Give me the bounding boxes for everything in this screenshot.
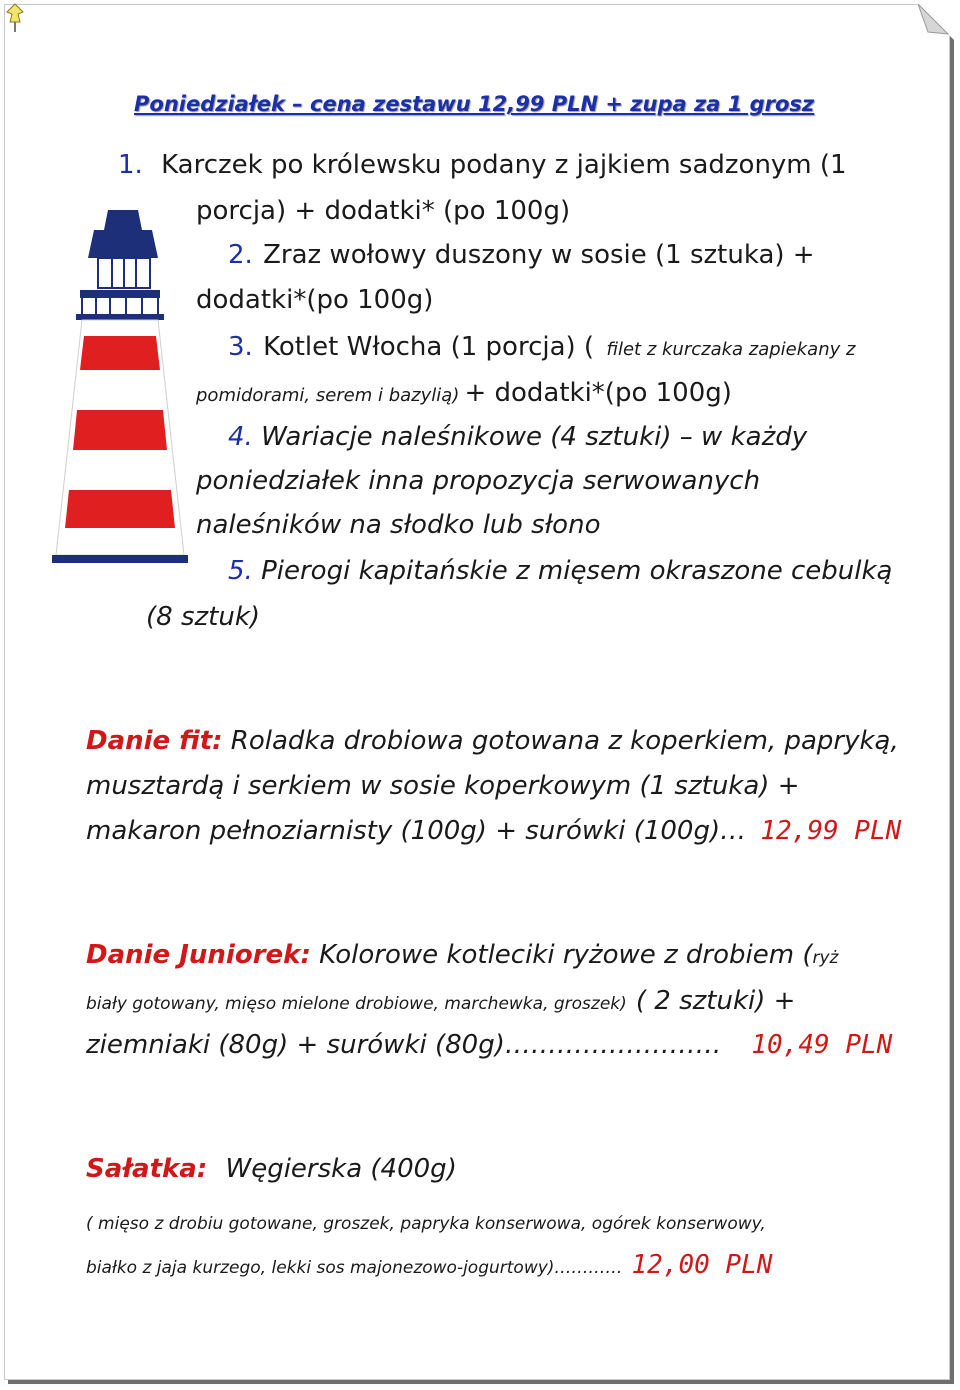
fit-label: Danie fit: xyxy=(86,726,223,756)
salad-name: Węgierska (400g) xyxy=(225,1154,457,1184)
lighthouse-illustration xyxy=(46,210,196,570)
junior-line-2 xyxy=(86,986,795,1016)
salad-dish xyxy=(86,1154,457,1184)
menu-item-1-cont: porcja) + dodatki* (po 100g) xyxy=(196,196,571,226)
fit-dish xyxy=(86,726,899,756)
junior-line: Kolorowe kotleciki ryżowe z drobiem ( xyxy=(319,940,813,970)
pin-icon xyxy=(2,2,28,34)
menu-item-3 xyxy=(228,332,855,362)
salad-line-2 xyxy=(86,1250,772,1280)
folded-corner xyxy=(918,4,954,40)
menu-item-1 xyxy=(118,150,847,180)
junior-label: Danie Juniorek: xyxy=(86,940,311,970)
item-number: 4. xyxy=(228,422,253,452)
menu-heading: Poniedziałek – cena zestawu 12,99 PLN + zupa za 1 grosz xyxy=(134,92,815,116)
item-number: 1. xyxy=(118,150,143,180)
salad-description: białko z jaja kurzego, lekki sos majonezowo-jogurtowy)………… xyxy=(86,1258,623,1278)
salad-line-1: ( mięso z drobiu gotowane, groszek, papryka konserwowa, ogórek konserwowy, xyxy=(86,1214,766,1234)
fit-line-2: musztardą i serkiem w sosie koperkowym (1 sztuka) + xyxy=(86,771,800,801)
salad-label: Sałatka: xyxy=(86,1154,208,1184)
menu-item-3-cont xyxy=(196,378,732,408)
menu-item-5 xyxy=(228,556,892,586)
menu-item-5-cont: (8 sztuk) xyxy=(146,602,261,632)
menu-item-2-cont: dodatki*(po 100g) xyxy=(196,285,434,315)
menu-item-4-cont2: naleśników na słodko lub słono xyxy=(196,510,601,540)
menu-item-2 xyxy=(228,240,815,270)
junior-text: ziemniaki (80g) + surówki (80g)……………………. xyxy=(86,1030,722,1060)
fit-text: makaron pełnoziarnisty (100g) + surówki (100g)… xyxy=(86,816,747,846)
junior-count: ( 2 sztuki) + xyxy=(635,986,796,1016)
junior-note: ryż xyxy=(812,948,839,968)
item-description: pomidorami, serem i bazylią) xyxy=(196,385,460,406)
item-text: Wariacje naleśnikowe (4 sztuki) – w każdy xyxy=(261,422,808,452)
item-text: Kotlet Włocha (1 porcja) ( xyxy=(263,332,595,362)
item-number: 5. xyxy=(228,556,253,586)
item-number: 3. xyxy=(228,332,253,362)
fit-line: Roladka drobiowa gotowana z koperkiem, papryką, xyxy=(230,726,899,756)
item-number: 2. xyxy=(228,240,253,270)
junior-dish xyxy=(86,940,838,970)
item-text: Zraz wołowy duszony w sosie (1 sztuka) + xyxy=(263,240,815,270)
fit-line-3 xyxy=(86,816,901,846)
menu-item-4-cont: poniedziałek inna propozycja serwowanych xyxy=(196,466,761,496)
menu-item-4 xyxy=(228,422,807,452)
item-description: filet z kurczaka zapiekany z xyxy=(606,339,856,360)
junior-description: biały gotowany, mięso mielone drobiowe, marchewka, groszek) xyxy=(86,994,627,1014)
item-text: + dodatki*(po 100g) xyxy=(464,378,732,408)
fit-price: 12,99 PLN xyxy=(760,816,902,846)
item-text: Karczek po królewsku podany z jajkiem sadzonym (1 xyxy=(161,150,847,180)
junior-line-3 xyxy=(86,1030,892,1060)
junior-price: 10,49 PLN xyxy=(751,1030,893,1060)
item-text: Pierogi kapitańskie z mięsem okraszone cebulką xyxy=(261,556,893,586)
salad-price: 12,00 PLN xyxy=(631,1250,773,1280)
